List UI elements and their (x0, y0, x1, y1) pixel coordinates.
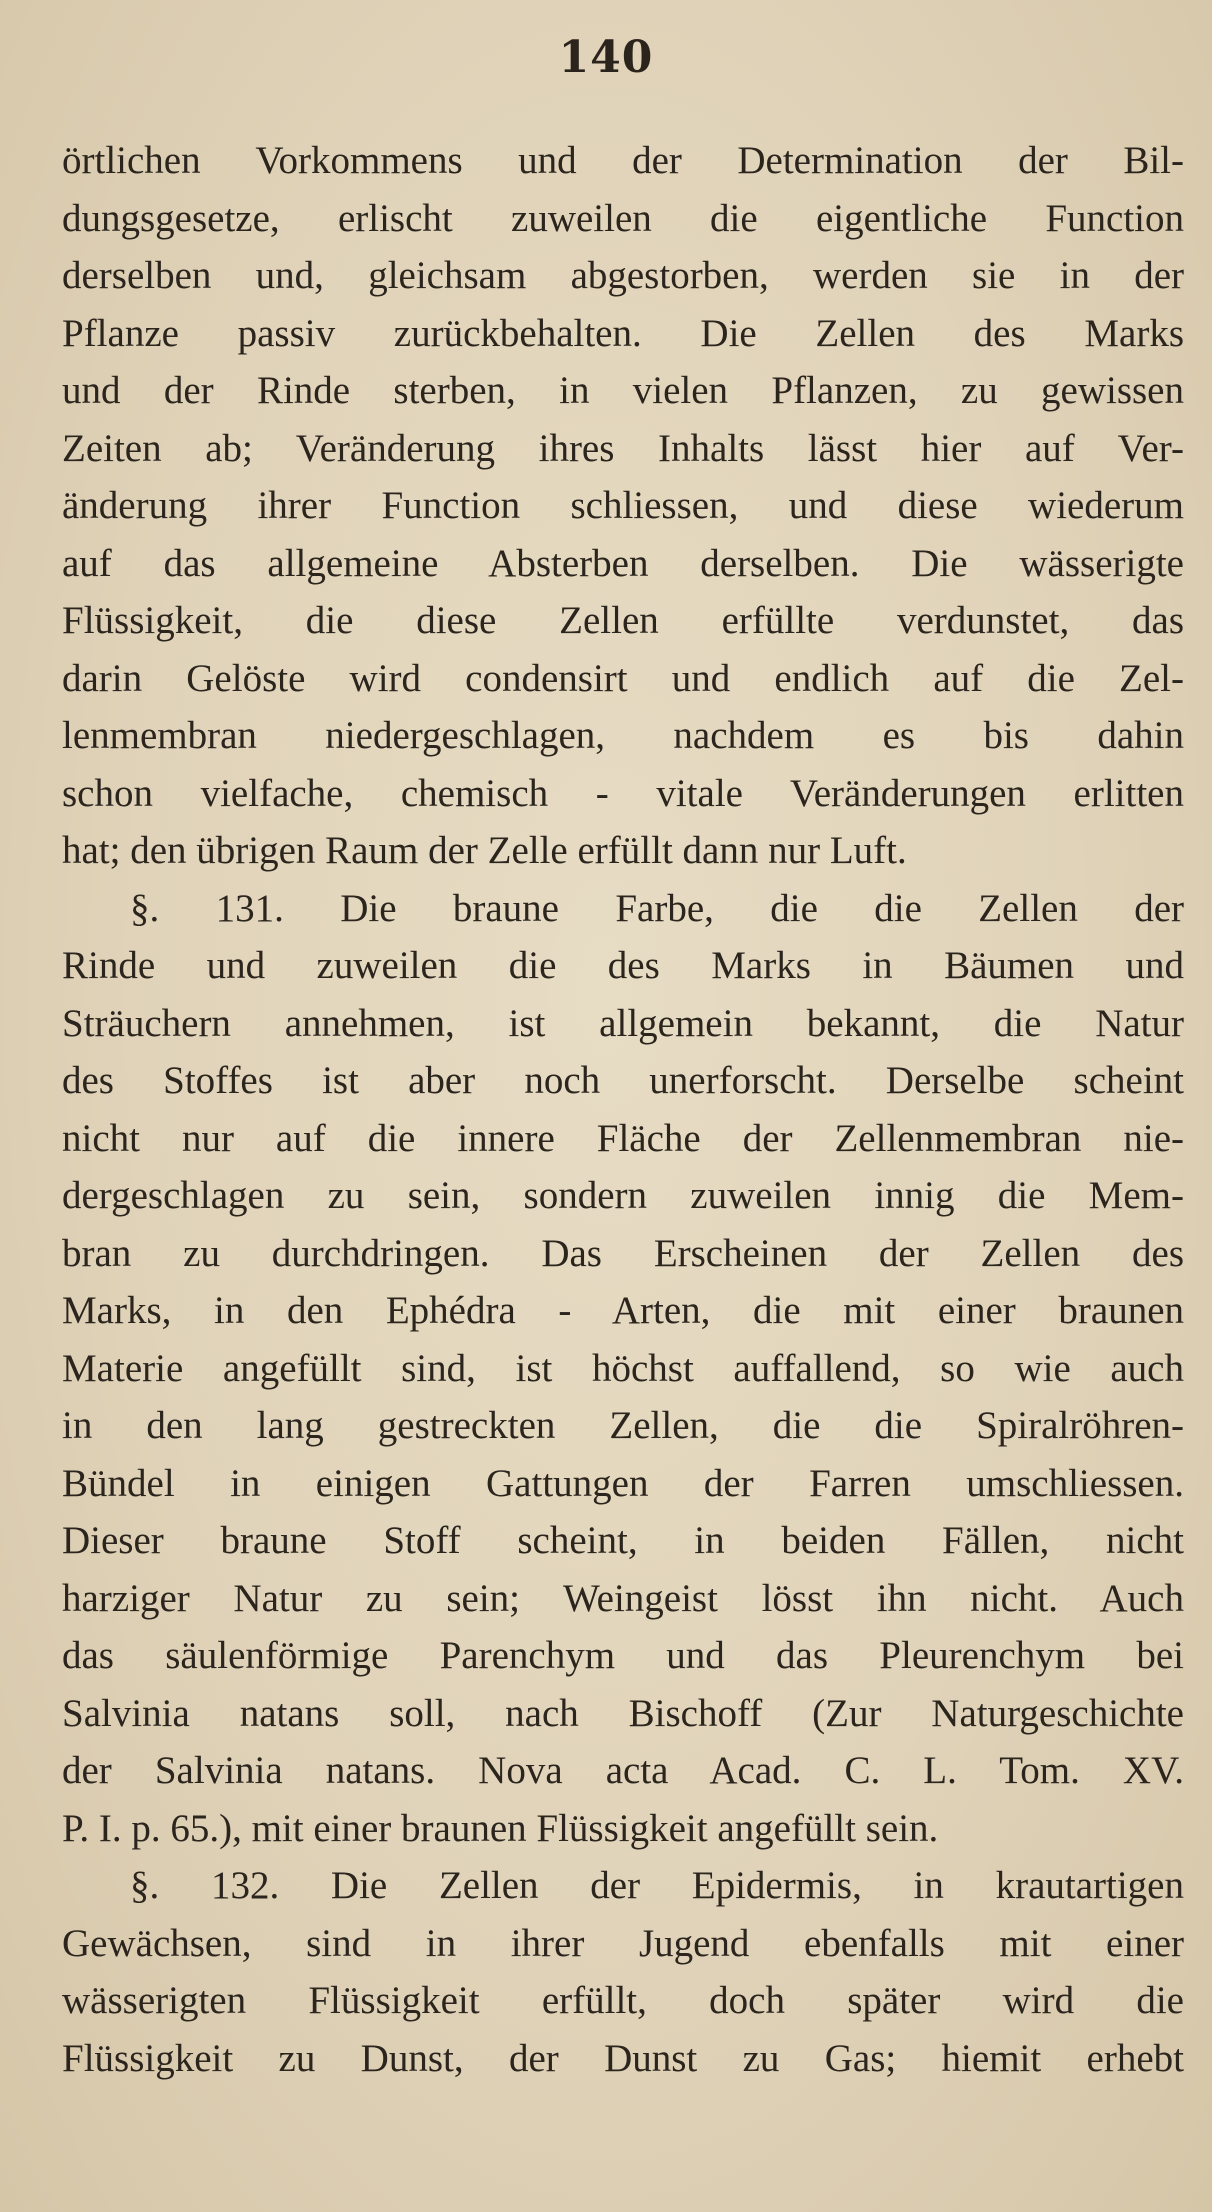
text-line: Sträuchern annehmen, ist allgemein bekannt, die Natur (62, 1001, 1184, 1045)
text-line: der Salvinia natans. Nova acta Acad. C. L. Tom. XV. (62, 1749, 1184, 1792)
text-line: lenmembran niedergeschlagen, nachdem es bis dahin (62, 714, 1184, 757)
text-line: dergeschlagen zu sein, sondern zuweilen innig die Mem- (62, 1174, 1184, 1217)
section-heading-line: §. 132. Die Zellen der Epidermis, in krautartigen (130, 1864, 1184, 1907)
text-line: Rinde und zuweilen die des Marks in Bäumen und (62, 944, 1184, 987)
text-line: P. I. p. 65.), mit einer braunen Flüssigkeit angefüllt sein. (62, 1806, 939, 1850)
text-line: und der Rinde sterben, in vielen Pflanzen, zu gewissen (62, 369, 1184, 412)
text-line: Bündel in einigen Gattungen der Farren umschliessen. (62, 1461, 1184, 1505)
text-line: hat; den übrigen Raum der Zelle erfüllt dann nur Luft. (62, 829, 907, 872)
text-line: harziger Natur zu sein; Weingeist lösst ihn nicht. Auch (62, 1576, 1184, 1620)
body-text (62, 132, 1184, 2087)
text-line: des Stoffes ist aber noch unerforscht. Derselbe scheint (62, 1059, 1184, 1102)
text-line: dungsgesetze, erlischt zuweilen die eigentliche Function (62, 196, 1184, 240)
text-line: in den lang gestreckten Zellen, die die Spiralröhren- (62, 1404, 1184, 1447)
text-line: derselben und, gleichsam abgestorben, werden sie in der (62, 254, 1184, 297)
text-line: Gewächsen, sind in ihrer Jugend ebenfalls mit einer (62, 1921, 1184, 1965)
text-line: Pflanze passiv zurückbehalten. Die Zellen des Marks (62, 311, 1184, 355)
text-line: Materie angefüllt sind, ist höchst auffallend, so wie auch (62, 1346, 1184, 1390)
page-number: 140 (558, 32, 654, 83)
text-line: wässerigten Flüssigkeit erfüllt, doch später wird die (62, 1979, 1184, 2022)
text-line: darin Gelöste wird condensirt und endlich auf die Zel- (62, 656, 1184, 700)
section-heading-line: §. 131. Die braune Farbe, die die Zellen der (130, 886, 1184, 930)
text-line: Dieser braune Stoff scheint, in beiden Fällen, nicht (62, 1519, 1184, 1562)
text-line: Marks, in den Ephédra - Arten, die mit einer braunen (62, 1289, 1184, 1332)
text-line: Flüssigkeit zu Dunst, der Dunst zu Gas; hiemit erhebt (62, 2036, 1184, 2080)
text-line: Zeiten ab; Veränderung ihres Inhalts lässt hier auf Ver- (62, 426, 1184, 470)
text-line: bran zu durchdringen. Das Erscheinen der Zellen des (62, 1231, 1184, 1275)
text-line: örtlichen Vorkommens und der Determination der Bil- (62, 139, 1184, 182)
text-line: Salvinia natans soll, nach Bischoff (Zur Naturgeschichte (62, 1691, 1184, 1735)
text-line: nicht nur auf die innere Fläche der Zellenmembran nie- (62, 1116, 1184, 1160)
text-line: das säulenförmige Parenchym und das Pleurenchym bei (62, 1634, 1184, 1677)
text-line: änderung ihrer Function schliessen, und diese wiederum (62, 484, 1184, 527)
text-line: Flüssigkeit, die diese Zellen erfüllte verdunstet, das (62, 599, 1184, 642)
text-line: auf das allgemeine Absterben derselben. Die wässerigte (62, 541, 1184, 585)
text-line: schon vielfache, chemisch - vitale Veränderungen erlitten (62, 771, 1184, 815)
